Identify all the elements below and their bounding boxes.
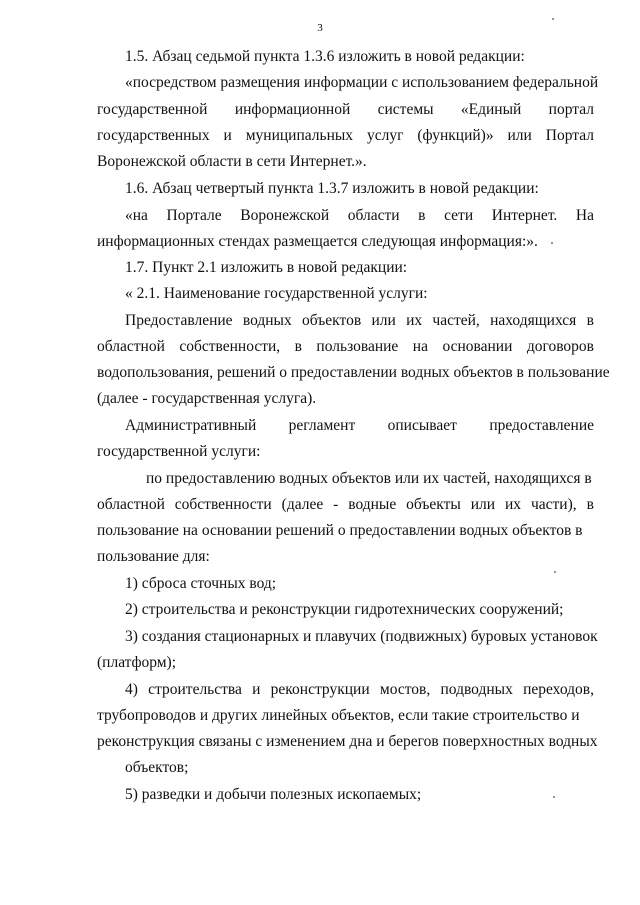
word: объектов: [302, 312, 362, 329]
word: Интернет.: [491, 207, 558, 224]
text-line: 5) разведки и добычи полезных ископаемых;: [125, 786, 422, 803]
word: в: [294, 338, 302, 355]
word: Предоставление: [125, 312, 233, 329]
text-line: пользование для:: [97, 548, 210, 565]
justified-line: [125, 311, 594, 331]
justified-line: [97, 126, 594, 146]
scan-speck: [552, 18, 554, 20]
word: государственной: [97, 101, 208, 118]
word: собственности: [174, 496, 272, 513]
word: предоставление: [489, 417, 594, 434]
word: Воронежской: [240, 207, 330, 224]
word: портал: [548, 101, 594, 118]
word: части),: [530, 496, 577, 513]
word: водные: [348, 496, 397, 513]
word: частей,: [432, 312, 480, 329]
word: информационной: [234, 101, 351, 118]
text-line: водопользования, решений о предоставлении водных объектов в пользование: [97, 364, 610, 381]
justified-line: [97, 337, 594, 357]
word: на: [412, 338, 428, 355]
word: их: [505, 496, 522, 513]
text-line: 1) сброса сточных вод;: [125, 575, 277, 592]
text-line: пользование на основании решений о предоставлении водных объектов в: [97, 522, 583, 539]
text-line: 2) строительства и реконструкции гидротехнических сооружений;: [125, 601, 564, 618]
text-line: (платформ);: [97, 654, 177, 671]
text-line: 1.6. Абзац четвертый пункта 1.3.7 изложить в новой редакции:: [125, 180, 539, 197]
word: в: [586, 496, 594, 513]
word: описывает: [387, 417, 457, 434]
page-number: 3: [317, 22, 323, 34]
word: областной: [97, 496, 165, 513]
word: сети: [444, 207, 474, 224]
word: в: [418, 207, 426, 224]
text-line: информационных стендах размещается следующая информация:».: [97, 233, 538, 250]
word: Административный: [125, 417, 257, 434]
word: -: [333, 496, 339, 513]
word: Портал: [545, 127, 594, 144]
text-line: 1.5. Абзац седьмой пункта 1.3.6 изложить в новой редакции:: [125, 48, 525, 65]
word: и: [223, 127, 232, 144]
word: Портале: [166, 207, 222, 224]
word: «на: [125, 207, 148, 224]
text-line: « 2.1. Наименование государственной услуги:: [125, 285, 428, 302]
word: или: [507, 127, 532, 144]
text-line: по предоставлению водных объектов или их частей, находящихся в: [146, 470, 592, 487]
word: подводных: [440, 681, 513, 698]
word: строительства: [148, 681, 242, 698]
word: области: [347, 207, 400, 224]
word: реконструкции: [270, 681, 370, 698]
text-line: 3) создания стационарных и плавучих (подвижных) буровых установок: [125, 628, 598, 645]
text-line: (далее - государственная услуга).: [97, 390, 317, 407]
word: государственных: [97, 127, 210, 144]
word: 4): [125, 681, 138, 698]
word: регламент: [288, 417, 356, 434]
scan-speck: [553, 796, 555, 798]
word: их: [406, 312, 423, 329]
word: и: [252, 681, 261, 698]
word: собственности,: [179, 338, 281, 355]
text-line: государственной услуги:: [97, 443, 261, 460]
word: договоров: [526, 338, 594, 355]
justified-line: [125, 416, 594, 436]
word: основании: [442, 338, 513, 355]
text-line: «посредством размещения информации с использованием федеральной: [125, 74, 599, 91]
scan-speck: [554, 571, 556, 573]
word: «Единый: [460, 101, 522, 118]
justified-line: [125, 680, 594, 700]
text-line: реконструкция связаны с изменением дна и берегов поверхностных водных: [97, 733, 598, 750]
word: услуг: [366, 127, 404, 144]
word: водных: [242, 312, 292, 329]
justified-line: [97, 100, 594, 120]
word: областной: [97, 338, 165, 355]
word: или: [470, 496, 496, 513]
word: муниципальных: [245, 127, 354, 144]
word: находящихся: [490, 312, 577, 329]
word: объекты: [406, 496, 461, 513]
word: пользование: [316, 338, 399, 355]
word: (далее: [281, 496, 324, 513]
text-line: объектов;: [125, 759, 189, 776]
word: На: [575, 207, 594, 224]
justified-line: [97, 495, 594, 515]
scan-speck: [551, 242, 553, 244]
word: системы: [377, 101, 434, 118]
text-line: трубопроводов и других линейных объектов, если такие строительство и: [97, 707, 580, 724]
text-line: 1.7. Пункт 2.1 изложить в новой редакции:: [125, 259, 408, 276]
word: в: [586, 312, 594, 329]
word: переходов,: [523, 681, 594, 698]
justified-line: [125, 206, 594, 226]
word: мостов,: [379, 681, 431, 698]
word: или: [371, 312, 396, 329]
word: (функций)»: [417, 127, 494, 144]
text-line: Воронежской области в сети Интернет.».: [97, 153, 367, 170]
